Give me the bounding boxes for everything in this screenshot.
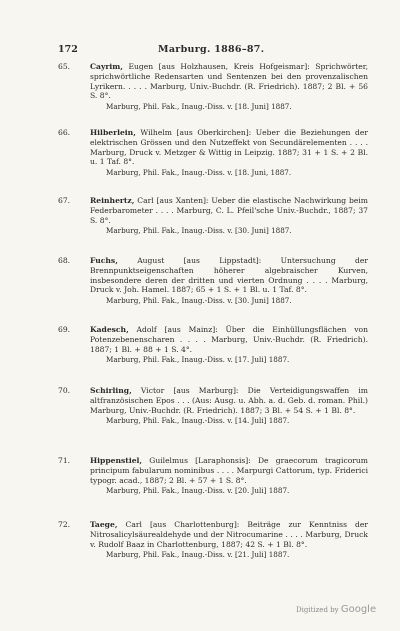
entry-number: 70. <box>58 386 71 395</box>
entry-number: 68. <box>58 256 71 265</box>
entry-text: Carl [aus Charlottenburg]: Beiträge zur Kenntniss der Nitrosalicylsäurealdehyde und der Nitrocumarine . . . . Marburg, Druck v. Rudolf Baaz in Charlottenburg, 1887; 42 S. + 1 Bl. 8°. <box>90 520 368 549</box>
running-title: Marburg. 1886–87. <box>158 44 265 55</box>
page-header <box>58 44 358 58</box>
entry-65 <box>58 62 368 112</box>
digitization-watermark <box>296 604 376 615</box>
entry-number: 72. <box>58 520 71 529</box>
entry-66 <box>58 128 368 178</box>
author-name: Fuchs, <box>90 256 118 265</box>
entry-number: 67. <box>58 196 71 205</box>
entry-72 <box>58 520 368 560</box>
entry-text: August [aus Lippstadt]: Untersuchung der Brennpunktseigenschaften höherer algebraischer Kurven, insbesondere deren der dritten und vierten Ordnung . . . . Marburg, Druck v. Joh. Hamel. 1887; 65 + 1 S. + 1 Bl. u. 1 Taf. 8°. <box>90 256 368 295</box>
entry-text: Eugen [aus Holzhausen, Kreis Hofgeismar]: Sprichwörter, sprichwörtliche Redensarten und Sentenzen bei den provenzalischen Lyrikern. . . . . Marburg, Univ.-Buchdr. (R. Friedrich). 1887; 2 Bl. + 56 S. 8°. <box>90 62 368 101</box>
page-number: 172 <box>58 44 78 55</box>
author-name: Cayrim, <box>90 62 123 71</box>
entry-text: Adolf [aus Mainz]: Über die Einhüllungsflächen von Potenzebenenscharen . . . . Marburg, Univ.-Buchdr. (R. Friedrich). 1887; 1 Bl. + 88 + 1 S. 4°. <box>90 325 368 354</box>
dissertation-note: Marburg, Phil. Fak., Inaug.-Diss. v. [18. Juni] 1887. <box>106 102 292 112</box>
entry-number: 66. <box>58 128 71 137</box>
entry-number: 69. <box>58 325 71 334</box>
author-name: Kadesch, <box>90 325 129 334</box>
dissertation-note: Marburg, Phil. Fak., Inaug.-Diss. v. [17. Juli] 1887. <box>106 355 290 365</box>
entry-67 <box>58 196 368 236</box>
watermark-prefix: Digitized by <box>296 606 339 614</box>
entry-70 <box>58 386 368 426</box>
dissertation-note: Marburg, Phil. Fak., Inaug.-Diss. v. [30. Juni] 1887. <box>106 296 292 306</box>
entry-text: Victor [aus Marburg]: Die Verteidigungswaffen im altfranzösischen Epos . . . (Aus: Ausg. u. Abh. a. d. Geb. d. roman. Phil.) Marburg, Univ.-Buchdr. (R. Friedrich). 1887; 3 Bl. + 54 S. + 1 Bl. 8°. <box>90 386 368 415</box>
entry-68 <box>58 256 368 306</box>
entry-text: Carl [aus Xanten]: Ueber die elastische Nachwirkung beim Federbarometer . . . . Marburg, C. L. Pfeil'sche Univ.-Buchdr., 1887; 37 S. 8°. <box>90 196 368 225</box>
author-name: Taege, <box>90 520 118 529</box>
author-name: Hippenstiel, <box>90 456 143 465</box>
google-logo: Google <box>340 604 377 615</box>
entry-text: Guilelmus [Laraphonsis]: De graecorum tragicorum principum fabularum nominibus . . . . Marpurgi Cattorum, typ. Friderici typogr. acad., 1887; 2 Bl. + 57 + 1 S. 8°. <box>90 456 369 485</box>
author-name: Schirling, <box>90 386 132 395</box>
dissertation-note: Marburg, Phil. Fak., Inaug.-Diss. v. [14. Juli] 1887. <box>106 416 290 426</box>
entry-number: 71. <box>58 456 71 465</box>
entry-69 <box>58 325 368 365</box>
entry-71 <box>58 456 368 496</box>
dissertation-note: Marburg, Phil. Fak., Inaug.-Diss. v. [18. Juni, 1887. <box>106 168 292 178</box>
author-name: Hilberlein, <box>90 128 136 137</box>
entry-text: Wilhelm [aus Oberkirchen]: Ueber die Beziehungen der elektrischen Grössen und den Nutzeffekt von Secundärelementen . . . . Marburg, Druck v. Metzger & Wittig in Leipzig. 1887; 31 + 1 S. + 2 Bl. u. 1 Taf. 8°. <box>90 128 368 167</box>
author-name: Reinhertz, <box>90 196 135 205</box>
entry-number: 65. <box>58 62 71 71</box>
dissertation-note: Marburg, Phil. Fak., Inaug.-Diss. v. [20. Juli] 1887. <box>106 486 290 496</box>
dissertation-note: Marburg, Phil. Fak., Inaug.-Diss. v. [21. Juli] 1887. <box>106 550 290 560</box>
dissertation-note: Marburg, Phil. Fak., Inaug.-Diss. v. [30. Juni] 1887. <box>106 226 292 236</box>
